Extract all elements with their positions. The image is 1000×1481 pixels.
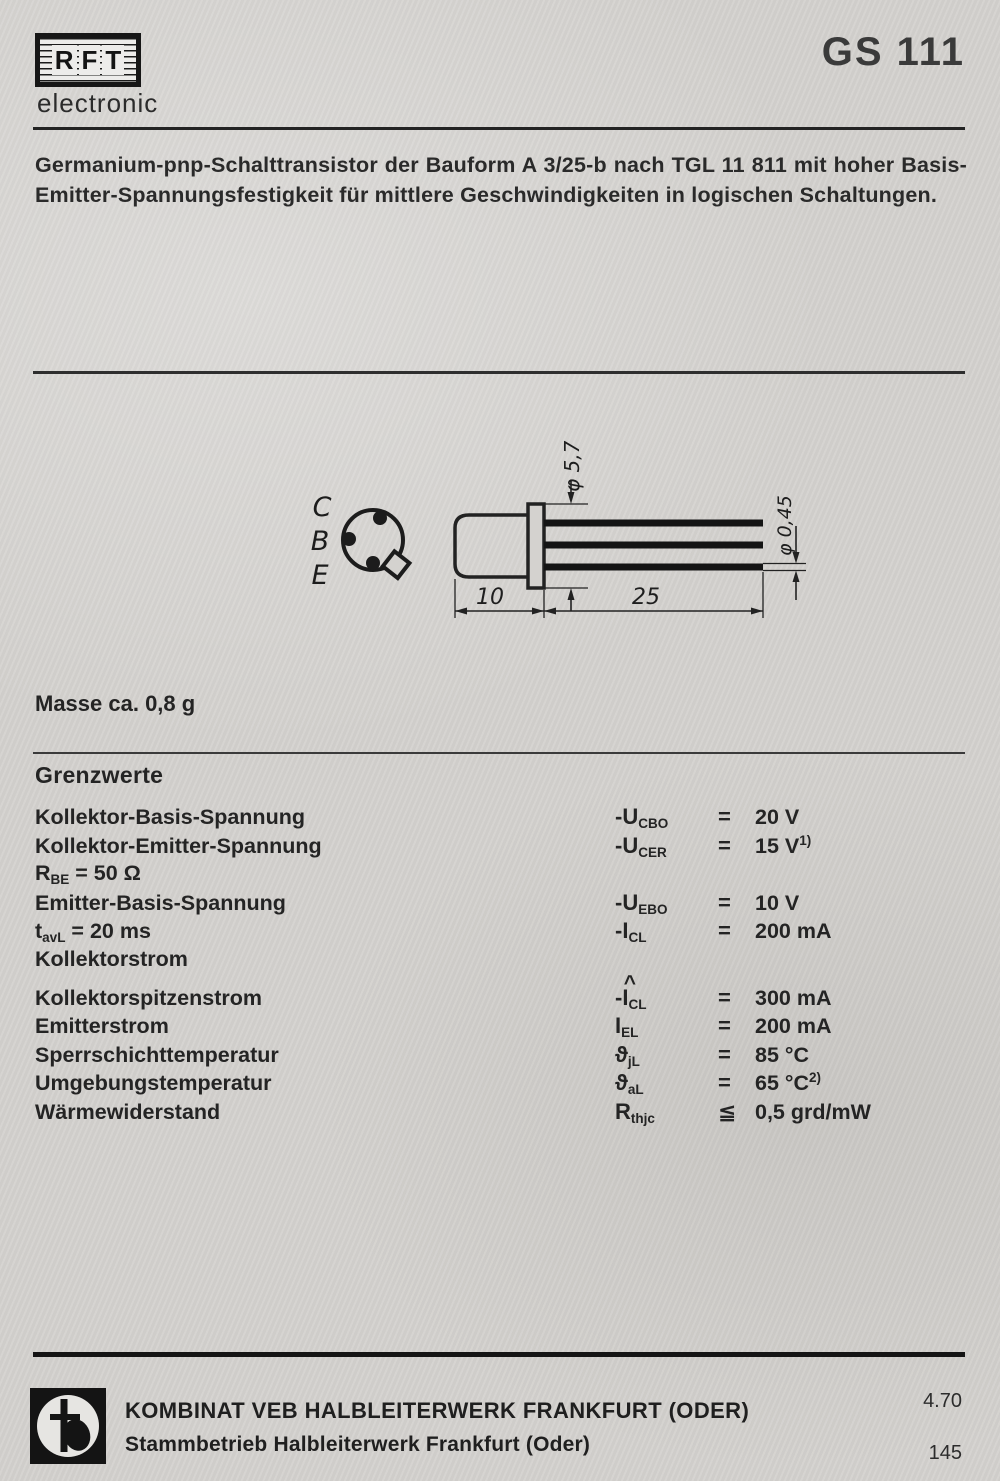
limit-row: Wärmewiderstand Rthjc ≦ 0,5 grd/mW: [35, 1098, 871, 1126]
dim-lead-diameter: [763, 495, 806, 600]
limit-relation: =: [718, 1041, 731, 1067]
side-view-diagram: [455, 504, 763, 588]
limit-row: Emitter-Basis-Spannung -UEBO = 10 V: [35, 889, 800, 917]
limit-label: Sperrschichttemperatur: [35, 1042, 279, 1067]
section-divider-2: [33, 752, 965, 754]
date-code: 4.70: [923, 1390, 962, 1412]
flange: [528, 504, 544, 588]
limit-symbol: -I: [615, 984, 629, 1010]
limit-value: 15 V: [755, 833, 800, 858]
rft-logo-letters: [40, 38, 136, 82]
limit-symbol: I: [615, 1013, 622, 1039]
peak-hat-mark: ^: [623, 971, 636, 995]
header-divider: [33, 127, 965, 130]
limit-symbol: ϑ: [615, 1070, 628, 1096]
manufacturer-subsidiary: Stammbetrieb Halbleiterwerk Frankfurt (Oder): [125, 1433, 591, 1456]
limit-symbol: ϑ: [615, 1041, 628, 1067]
limit-label: Kollektor-Emitter-Spannung: [35, 833, 322, 858]
limit-row: RBE = 50 Ω: [35, 861, 141, 888]
limit-value: 200 mA: [755, 919, 832, 944]
lead-middle: [544, 542, 763, 549]
pinout-diagram: [311, 492, 410, 591]
rft-letter: T: [102, 45, 124, 75]
limit-value: 300 mA: [755, 985, 832, 1010]
limit-row: Sperrschichttemperatur ϑjL = 85 °C: [35, 1041, 810, 1069]
description-paragraph: Germanium-pnp-Schalttransistor der Bauform A 3/25-b nach TGL 11 811 mit hoher Basis-Emitter-Spannungsfestigkeit für mittlere Geschwindigkeiten in logischen Schaltungen.: [35, 153, 967, 207]
index-tab: [383, 551, 410, 578]
manufacturer-name: KOMBINAT VEB HALBLEITERWERK FRANKFURT (ODER): [125, 1398, 750, 1423]
limit-row: tavL = 20 ms -ICL = 200 mA: [35, 918, 832, 946]
limit-relation: ≦: [718, 1098, 737, 1124]
limit-label: Kollektor-Basis-Spannung: [35, 805, 305, 829]
limit-relation: =: [718, 1013, 731, 1039]
limit-relation: =: [718, 984, 731, 1010]
limit-relation: =: [718, 804, 731, 829]
lead-bottom: [544, 564, 763, 571]
limit-row: Emitterstrom IEL = 200 mA: [35, 1013, 832, 1041]
rft-letter: R: [52, 45, 77, 75]
limit-row: Kollektor-Emitter-Spannung -UCER = 15 $V^{1)}$: [35, 832, 812, 860]
limits-table: [35, 804, 965, 1128]
pin-label-c: C: [312, 492, 332, 523]
limit-symbol: -U: [615, 832, 639, 858]
limit-value: 10 V: [755, 890, 800, 915]
limit-symbol: -I: [615, 918, 629, 944]
footnote-marker: 2): [809, 1070, 822, 1086]
limit-value: 200 mA: [755, 1014, 832, 1039]
limit-label: Emitterstrom: [35, 1014, 169, 1039]
package-outline-drawing: [283, 428, 813, 643]
pin-dot-b: [342, 532, 356, 546]
limit-value: 20 V: [755, 805, 800, 829]
pin-label-e: E: [311, 560, 329, 591]
limit-value: 85 °C: [755, 1042, 810, 1067]
pin-dot-c: [373, 511, 387, 525]
limit-label: Emitter-Basis-Spannung: [35, 890, 286, 915]
footer-divider: [33, 1352, 965, 1357]
limit-label: t: [35, 919, 43, 944]
rft-letter: F: [79, 45, 101, 75]
limit-symbol: R: [615, 1098, 631, 1124]
limit-value: 0,5 grd/mW: [755, 1099, 871, 1124]
dim-label-lead-diameter: φ 0,45: [774, 495, 796, 556]
limit-relation: =: [718, 889, 731, 915]
limit-label: Kollektorspitzenstrom: [35, 985, 262, 1010]
section-divider-1: [33, 371, 965, 374]
dim-lengths: [455, 572, 763, 618]
lead-top: [544, 520, 763, 527]
transistor-body: [455, 515, 530, 577]
limit-relation: =: [718, 1070, 731, 1096]
pin-dot-e: [366, 556, 380, 570]
limit-row: Kollektor-Basis-Spannung -UCBO = 20 V: [35, 804, 800, 831]
limit-relation: =: [718, 832, 731, 858]
limit-label: R: [35, 861, 51, 886]
mass-note: Masse ca. 0,8 g: [35, 691, 196, 716]
limit-label: Kollektorstrom: [35, 946, 188, 971]
part-number: GS 111: [821, 30, 965, 74]
footnote-marker: 1): [799, 832, 812, 848]
limit-label: Wärmewiderstand: [35, 1099, 221, 1124]
dim-label-body-length: 10: [476, 585, 504, 610]
dim-label-body-diameter: φ 5,7: [560, 440, 584, 492]
limit-relation: =: [718, 918, 731, 944]
limit-row: [35, 947, 965, 976]
limit-symbol: -U: [615, 889, 639, 915]
limit-symbol: -U: [615, 804, 639, 829]
dim-label-lead-length: 25: [632, 585, 660, 610]
rft-logo: [35, 33, 141, 87]
limit-row: Umgebungstemperatur ϑaL = 65 $^\circ C^{2)}$: [35, 1070, 822, 1098]
hfo-manufacturer-logo: [30, 1388, 106, 1464]
limit-label: Umgebungstemperatur: [35, 1071, 272, 1096]
brand-subtitle: electronic: [37, 88, 159, 118]
pin-label-b: B: [310, 526, 330, 557]
page-number: 145: [928, 1442, 962, 1464]
limits-section-title: Grenzwerte: [35, 762, 164, 788]
limit-value: 65 °C: [755, 1071, 810, 1096]
limit-row: Kollektorspitzenstrom -I ^ CL = 300 mA: [35, 971, 832, 1012]
